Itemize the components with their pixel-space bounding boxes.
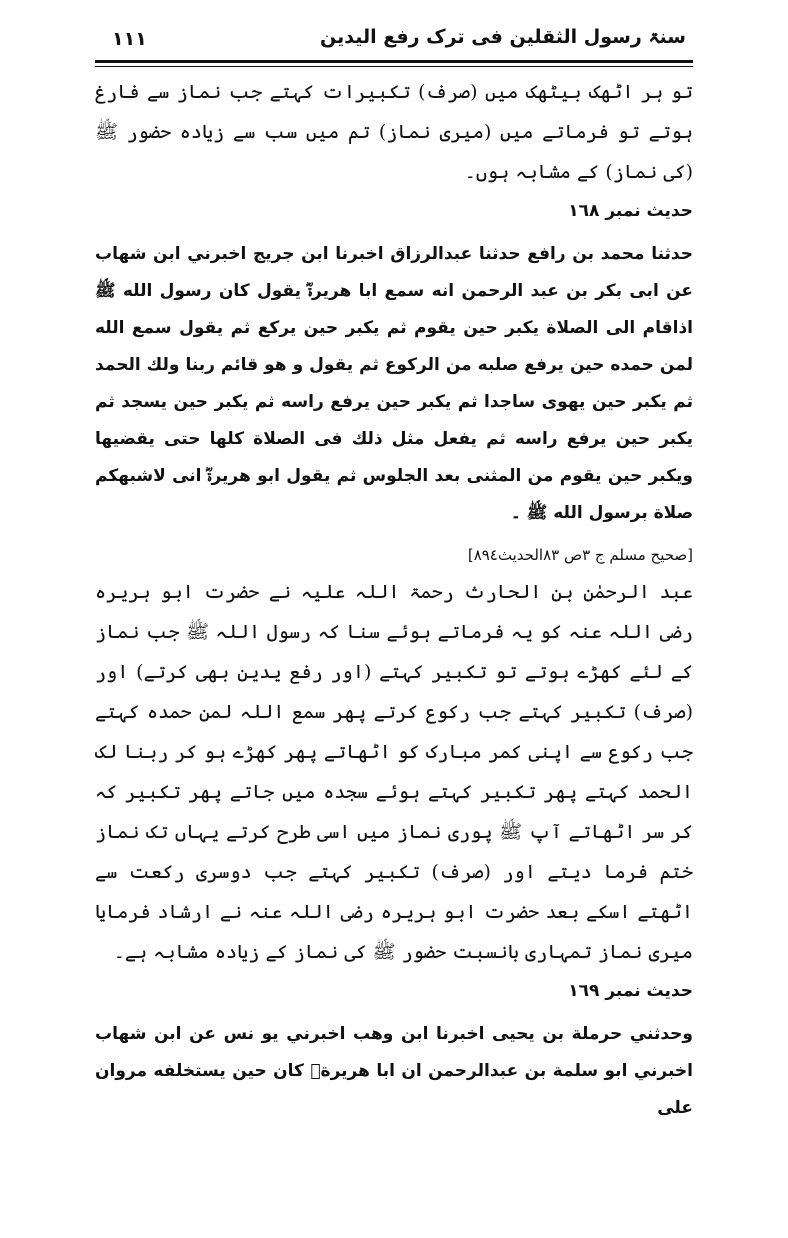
header-rule-thick bbox=[95, 60, 693, 63]
hadith-169 bbox=[95, 972, 693, 1127]
hadith-168-reference: [صحيح مسلم ج ٣ص ٨٣الحديث٨٩٤] bbox=[467, 546, 693, 564]
hadith-168 bbox=[95, 192, 693, 972]
hadith-168-arabic-text: حدثنا محمد بن رافع حدثنا عبدالرزاق اخبرنا ابن جريج اخبرني ابن شهاب عن ابى بكر بن عبد الرحمن انه سمع ابا هريرةؓ يقول كان رسول الله ﷺ اذاقام الى الصلاة يكبر حين يقوم ثم يكبر حين يركع ثم يقول سمع الله لمن حمده حين يرفع صلبه من الركوع ثم يقول و هو قائم ربنا ولك الحمد ثم يكبر حين يهوى ساجدا ثم يكبر حين يرفع راسه ثم يكبر حين يسجد ثم يكبر حين يرفع راسه ثم يفعل مثل ذلك فى الصلاة كلها حتى يقضيها ويكبر حين يقوم من المثنى بعد الجلوس ثم يقول ابو هريرةؓ انى لاشبهكم صلاة برسول الله ﷺ ۔ bbox=[95, 244, 693, 523]
hadith-168-heading: حدیث نمبر ١٦٨ bbox=[568, 201, 693, 221]
page-content bbox=[95, 70, 693, 1127]
page-header bbox=[100, 20, 688, 60]
hadith-168-urdu-translation: عبد الرحمٰن بن الحارث رحمۃ اللہ علیہ نے حضرت ابو ہریرہ رضی اللہ عنہ کو یہ فرماتے ہوئے سنا کہ رسول اللہ ﷺ جب نماز کے لئے کھڑے ہوتے تو تکبیر کہتے (اور رفع یدین بھی کرتے) اور (صرف) تکبیر کہتے جب رکوع کرتے پھر سمع اللہ لمن حمدہ کہتے جب رکوع سے اپنی کمر مبارک کو اٹھاتے پھر کھڑے ہو کر ربنا لک الحمد کہتے پھر تکبیر کہتے ہوئے سجدہ میں جاتے پھر تکبیر کہ کر سر اٹھاتے آپ ﷺ پوری نماز میں اسی طرح کرتے یہاں تک نماز ختم فرما دیتے اور (صرف) تکبیر کہتے جب دوسری رکعت سے اٹھتے اسکے بعد حضرت ابو ہریرہ رضی اللہ عنہ نے ارشاد فرمایا میری نماز تمہاری بانسبت حضور ﷺ کی نماز کے زیادہ مشابہ ہے۔ bbox=[95, 581, 693, 963]
header-rule-thin bbox=[95, 66, 693, 67]
hadith-169-arabic-text: وحدثني حرملة بن يحيى اخبرنا ابن وهب اخبرني يو نس عن ابن شهاب اخبرني ابو سلمة بن عبدالرحمن ان ابا هريرةؓ كان حين يستخلفه مروان على bbox=[95, 1024, 693, 1118]
running-title: سنۃ رسول الثقلین فی ترک رفع الیدین bbox=[319, 26, 686, 48]
page-number: ١١١ bbox=[112, 28, 147, 50]
hadith-169-heading: حدیث نمبر ١٦٩ bbox=[568, 981, 693, 1001]
intro-urdu-paragraph: تو ہر اٹھک بیٹھک میں (صرف) تکبیرات کہتے جب نماز سے فارغ ہوتے تو فرماتے میں (میری نماز) تم میں سب سے زیادہ حضور ﷺ (کی نماز) کے مشابہ ہوں۔ bbox=[95, 81, 693, 183]
